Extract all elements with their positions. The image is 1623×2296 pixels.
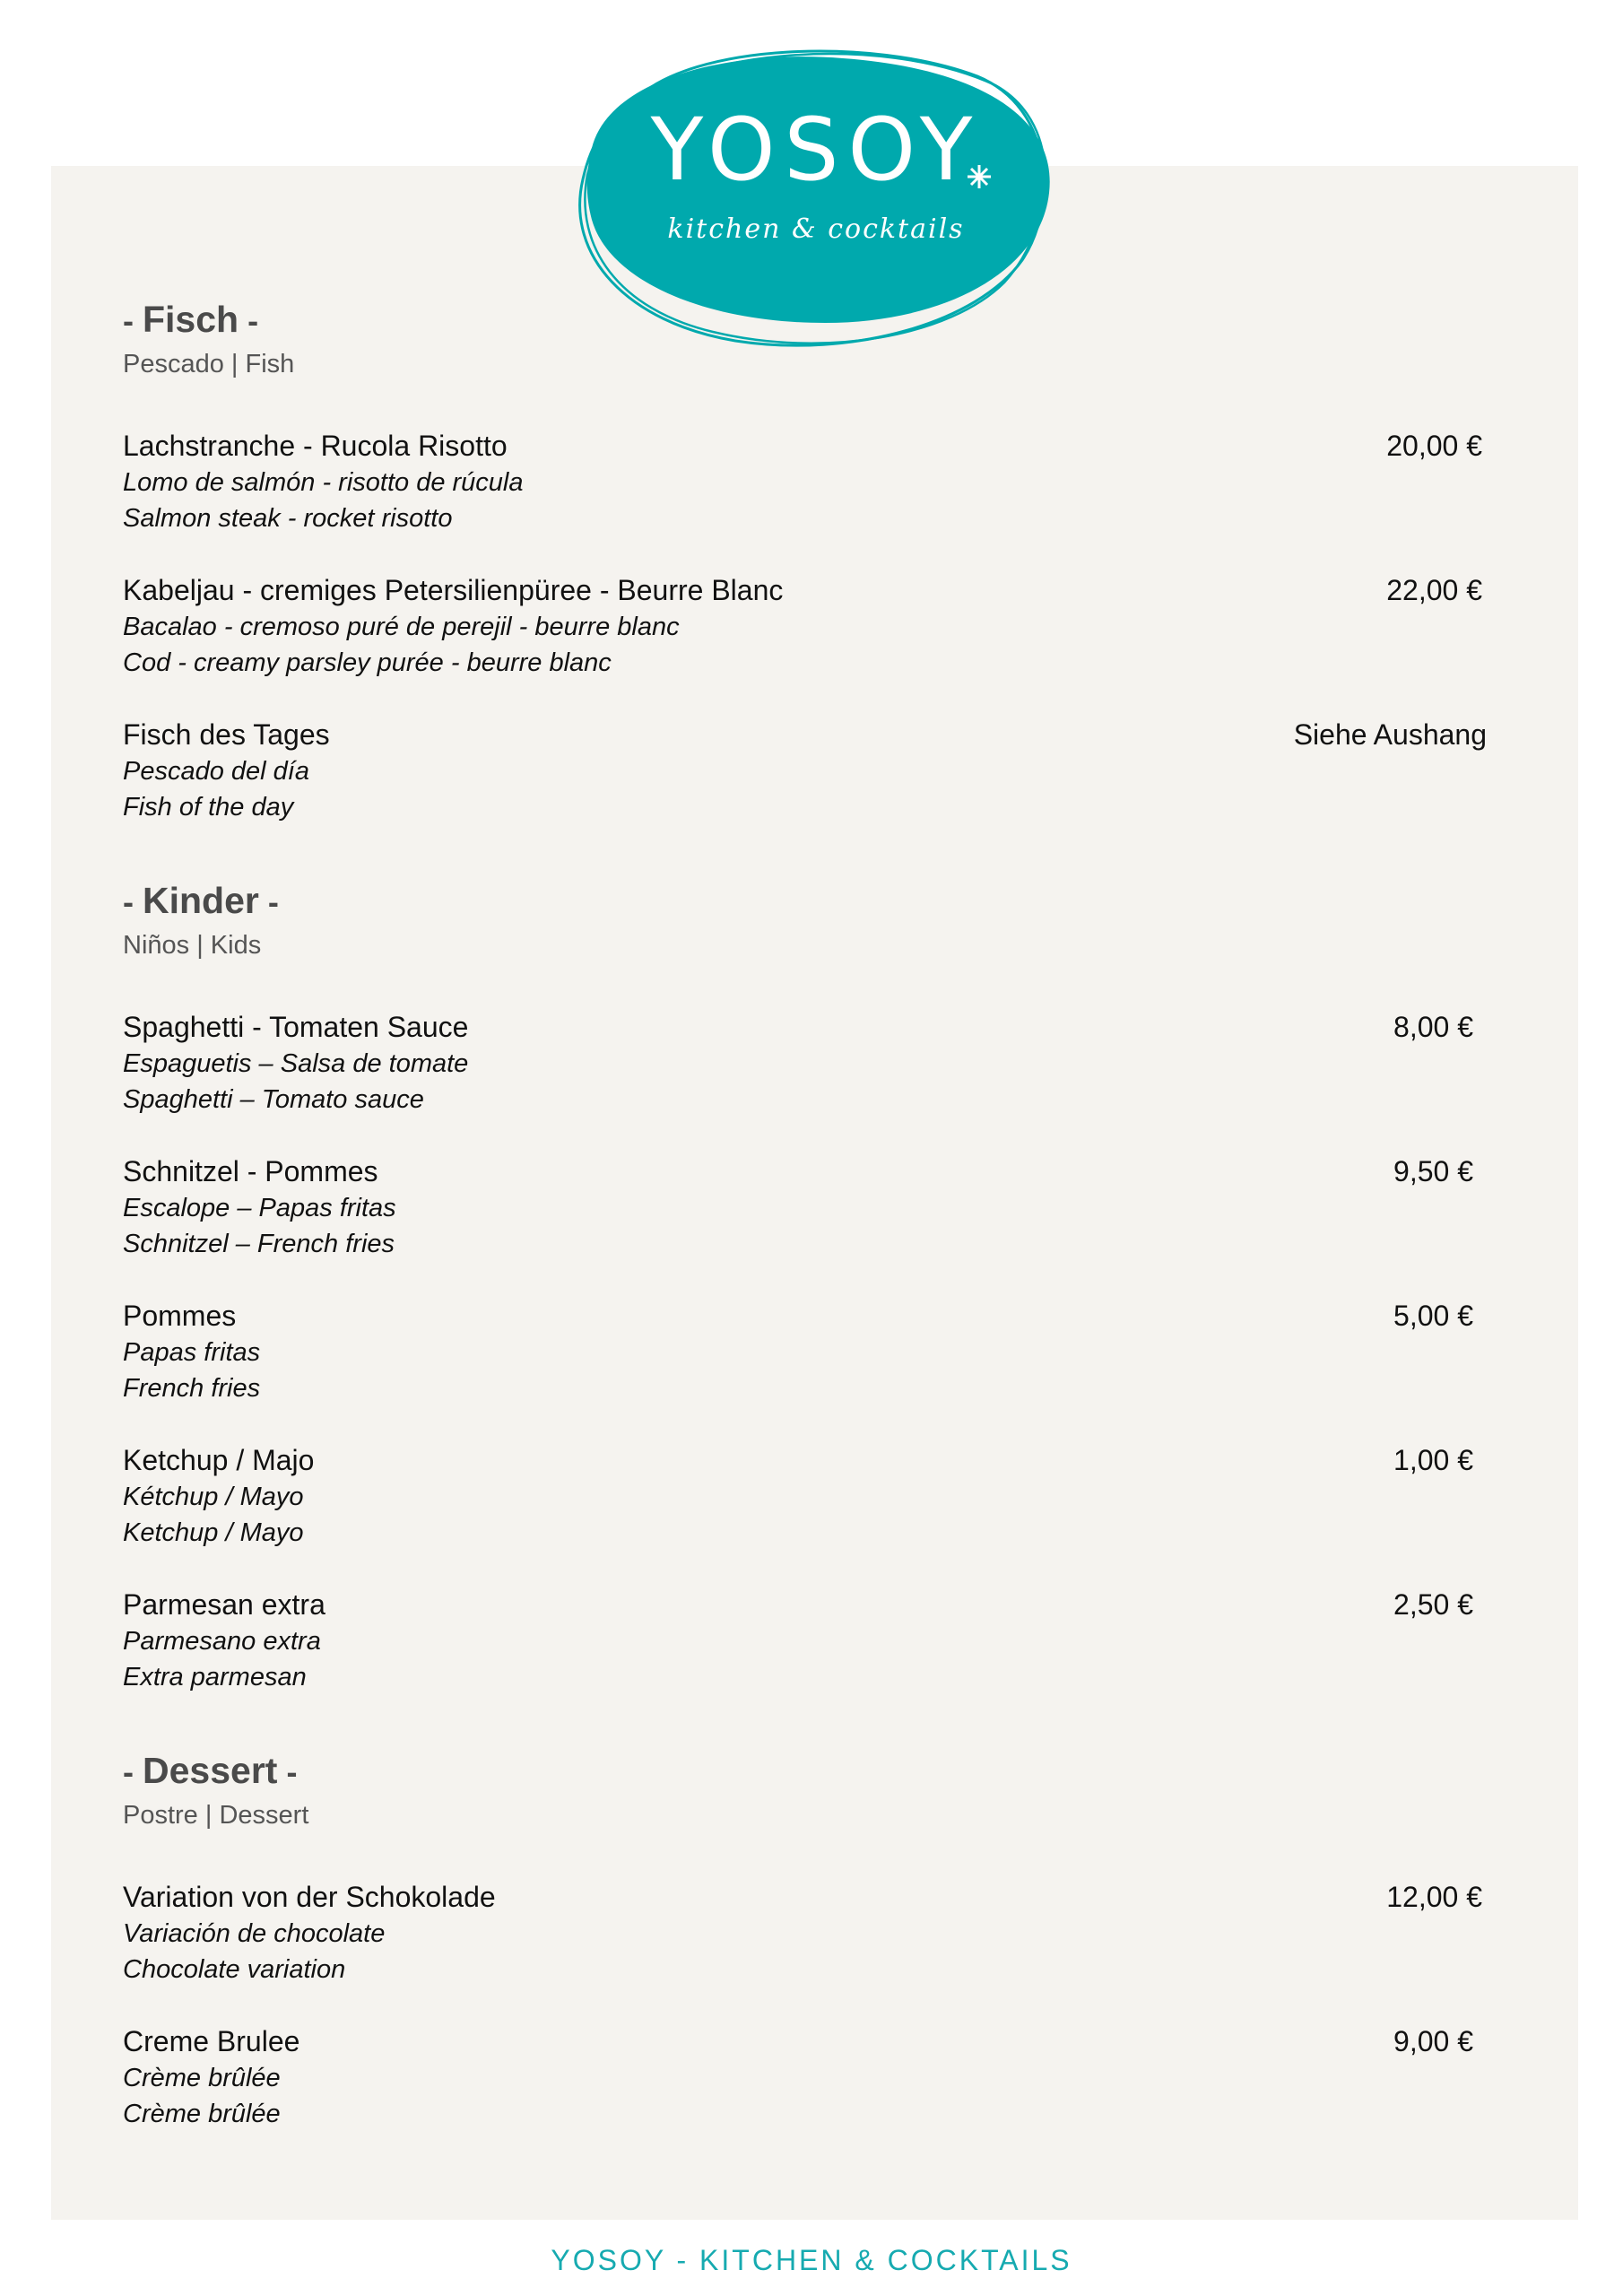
menu-item <box>123 1008 1486 1118</box>
menu-item <box>123 427 1486 536</box>
section-kinder <box>123 877 1486 1695</box>
item-price: 8,00 € <box>1393 1011 1473 1043</box>
item-desc-es: Parmesano extra <box>123 1627 321 1656</box>
item-price: 9,50 € <box>1393 1155 1473 1187</box>
item-name: Lachstranche - Rucola Risotto <box>123 430 508 462</box>
section-subtitle: Pescado | Fish <box>123 350 295 378</box>
section-subtitle: Niños | Kids <box>123 931 262 960</box>
item-price: 12,00 € <box>1386 1881 1482 1913</box>
item-price: 1,00 € <box>1393 1444 1473 1476</box>
section-subtitle: Postre | Dessert <box>123 1801 309 1830</box>
menu-item <box>123 1297 1486 1406</box>
item-desc-en: Crème brûlée <box>123 2100 281 2128</box>
item-desc-es: Pescado del día <box>123 757 309 786</box>
logo-brand: YOSOY <box>650 100 982 200</box>
logo-tagline: kitchen & cocktails <box>667 213 965 245</box>
item-desc-es: Lomo de salmón - risotto de rúcula <box>123 468 524 497</box>
item-price: 9,00 € <box>1393 2025 1473 2057</box>
item-desc-es: Crème brûlée <box>123 2064 281 2092</box>
item-price: 5,00 € <box>1393 1300 1473 1332</box>
item-desc-en: Schnitzel – French fries <box>123 1230 395 1258</box>
item-desc-en: Extra parmesan <box>123 1663 307 1692</box>
item-desc-en: Cod - creamy parsley purée - beurre blanc <box>123 648 612 677</box>
footer-brand: YOSOY - KITCHEN & COCKTAILS <box>551 2244 1072 2276</box>
item-name: Fisch des Tages <box>123 718 330 751</box>
menu-item <box>123 1441 1486 1551</box>
item-desc-es: Papas fritas <box>123 1338 261 1367</box>
item-name: Variation von der Schokolade <box>123 1881 496 1913</box>
item-price: 20,00 € <box>1386 430 1482 462</box>
section-dessert <box>123 1747 1486 2132</box>
section-title: - Kinder - <box>123 880 279 921</box>
item-price: Siehe Aushang <box>1293 718 1487 751</box>
item-name: Schnitzel - Pommes <box>123 1155 378 1187</box>
item-desc-en: Chocolate variation <box>123 1955 346 1984</box>
item-name: Creme Brulee <box>123 2025 300 2057</box>
section-title: - Dessert - <box>123 1750 298 1791</box>
item-desc-en: Ketchup / Mayo <box>123 1518 304 1547</box>
item-desc-en: Spaghetti – Tomato sauce <box>123 1085 424 1114</box>
item-name: Pommes <box>123 1300 237 1332</box>
item-name: Ketchup / Majo <box>123 1444 315 1476</box>
item-desc-en: Salmon steak - rocket risotto <box>123 504 453 533</box>
section-title: - Fisch - <box>123 299 259 340</box>
menu-item <box>123 1878 1486 1987</box>
item-desc-en: Fish of the day <box>123 793 294 822</box>
item-name: Kabeljau - cremiges Petersilienpüree - Beurre Blanc <box>123 574 784 606</box>
item-desc-es: Bacalao - cremoso puré de perejil - beurre blanc <box>123 613 680 641</box>
item-desc-es: Escalope – Papas fritas <box>123 1194 396 1222</box>
section-fisch <box>123 296 1486 825</box>
menu-item <box>123 1152 1486 1262</box>
item-name: Spaghetti - Tomaten Sauce <box>123 1011 469 1043</box>
menu-item <box>123 716 1486 825</box>
item-price: 2,50 € <box>1393 1588 1473 1621</box>
menu-content <box>123 296 1486 2184</box>
item-desc-en: French fries <box>123 1374 261 1403</box>
item-desc-es: Kétchup / Mayo <box>123 1483 304 1511</box>
menu-item <box>123 571 1486 681</box>
menu-item <box>123 2022 1486 2132</box>
menu-item <box>123 1586 1486 1695</box>
item-price: 22,00 € <box>1386 574 1482 606</box>
item-name: Parmesan extra <box>123 1588 325 1621</box>
item-desc-es: Variación de chocolate <box>123 1919 386 1948</box>
item-desc-es: Espaguetis – Salsa de tomate <box>123 1049 469 1078</box>
